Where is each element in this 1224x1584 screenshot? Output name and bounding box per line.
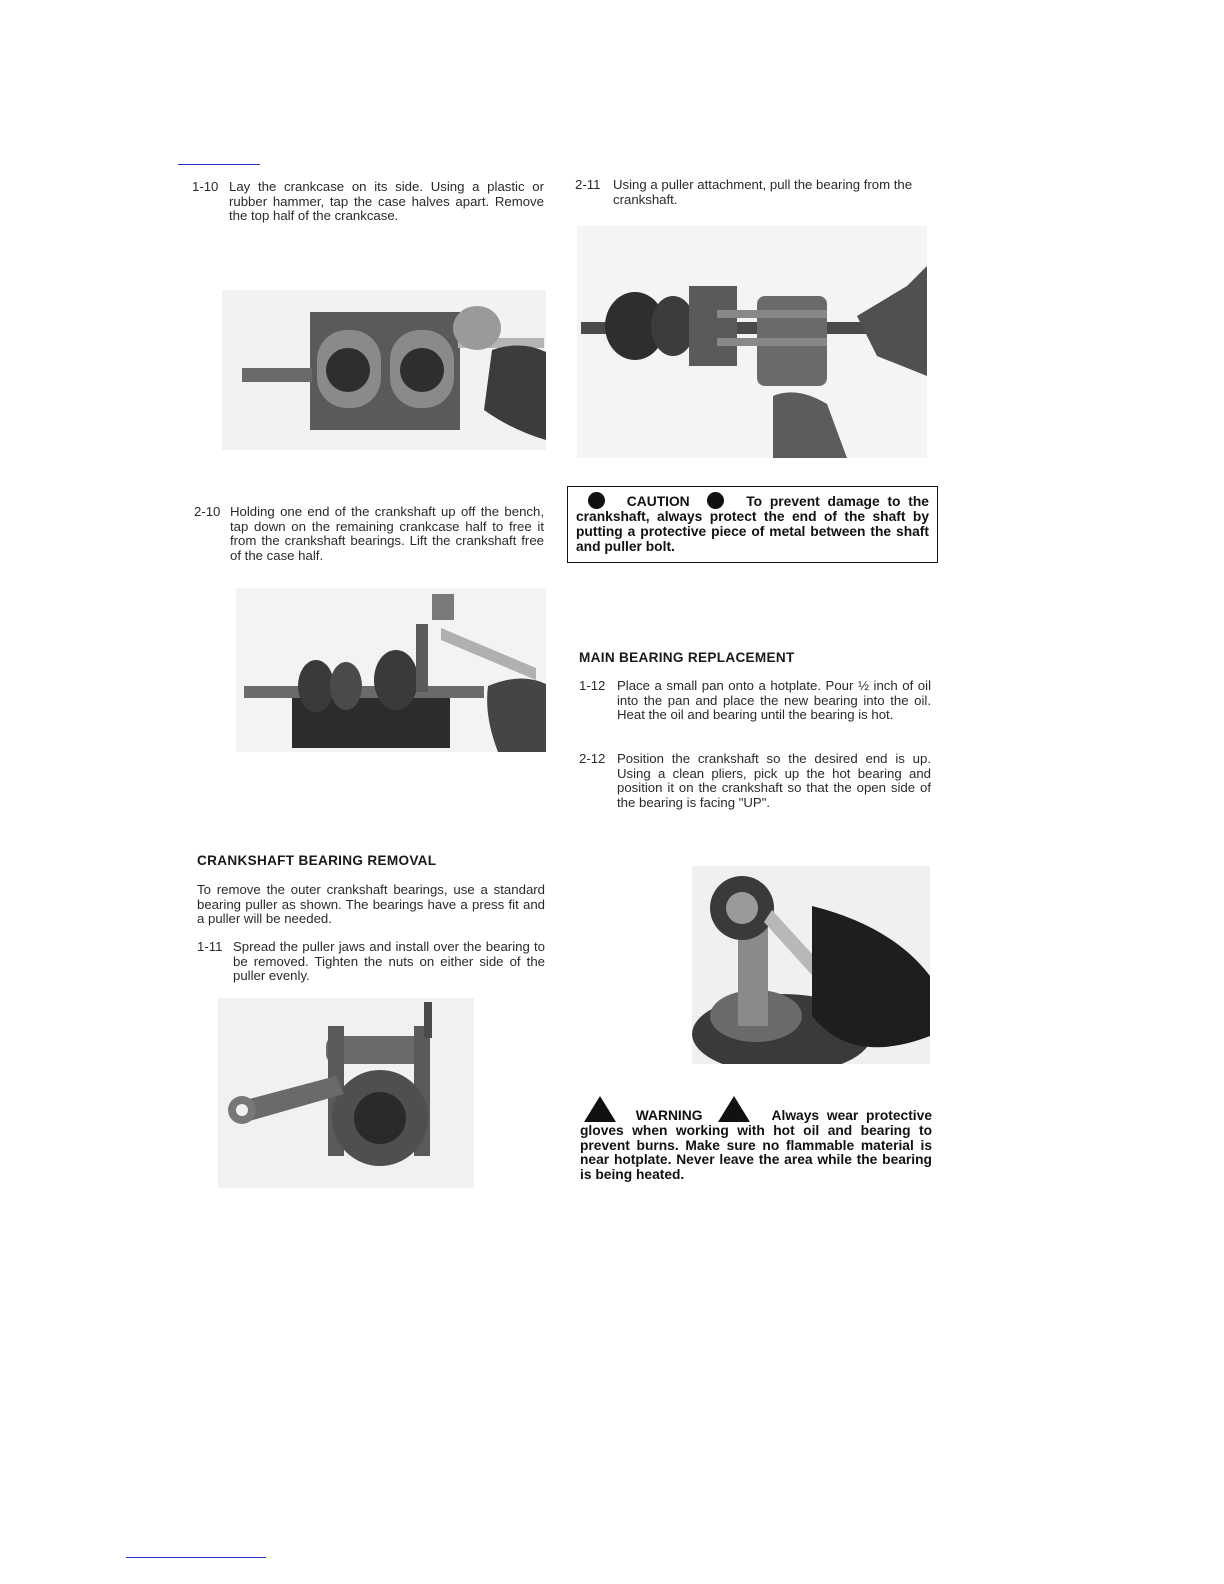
warning-triangle-icon [718,1096,750,1122]
step-text: Spread the puller jaws and install over the bearing to be removed. Tighten the nuts on either side of the puller evenly. [233,939,545,984]
step-number: 2-10 [194,504,221,519]
warning-label: WARNING [635,1108,703,1123]
caution-box [567,486,938,563]
step-number: 2-11 [575,177,601,192]
caution-bullet-icon [707,492,724,509]
intro-paragraph: To remove the outer crankshaft bearings, use a standard bearing puller as shown. The bearings have a press fit and a puller will be needed. [197,882,545,927]
step-text: Using a puller attachment, pull the bearing from the crankshaft. [613,177,913,207]
photo-install-hot-bearing [692,866,930,1064]
step-number: 1-11 [197,939,223,954]
caution-text: To prevent damage to the crankshaft, always protect the end of the shaft by putting a protective piece of metal between the shaft and puller bolt. [576,494,929,554]
step-text: Place a small pan onto a hotplate. Pour ½ inch of oil into the pan and place the new bearing into the oil. Heat the oil and bearing until the bearing is hot. [617,678,931,723]
step-text: Holding one end of the crankshaft up off the bench, tap down on the remaining crankcase half to free it from the crankshaft bearings. Lift the crankshaft free of the case half. [230,504,544,563]
step-number: 1-12 [579,678,606,693]
top-rule [178,164,260,165]
caution-bullet-icon [588,492,605,509]
step-number: 2-12 [579,751,606,766]
bottom-rule [126,1557,266,1558]
section-heading-main-bearing-replacement: MAIN BEARING REPLACEMENT [579,650,795,665]
warning-triangle-icon [584,1096,616,1122]
photo-puller-attachment [577,226,927,458]
photo-crankcase-hammer [222,290,546,450]
caution-label: CAUTION [626,494,690,509]
warning-text: Always wear protective gloves when working with hot oil and bearing to prevent burns. Make sure no flammable material is near hotplate. Never leave the area while the bearing is being heated. [580,1108,932,1183]
photo-crankshaft-tap [236,588,546,752]
photo-bearing-puller [218,998,474,1188]
step-text: Position the crankshaft so the desired end is up. Using a clean pliers, pick up the hot bearing and position it on the crankshaft so that the open side of the bearing is facing "UP". [617,751,931,810]
step-number: 1-10 [192,179,219,194]
warning-block [580,1096,932,1183]
step-text: Lay the crankcase on its side. Using a plastic or rubber hammer, tap the case halves apart. Remove the top half of the crankcase. [229,179,544,224]
section-heading-crankshaft-bearing-removal: CRANKSHAFT BEARING REMOVAL [197,853,437,868]
